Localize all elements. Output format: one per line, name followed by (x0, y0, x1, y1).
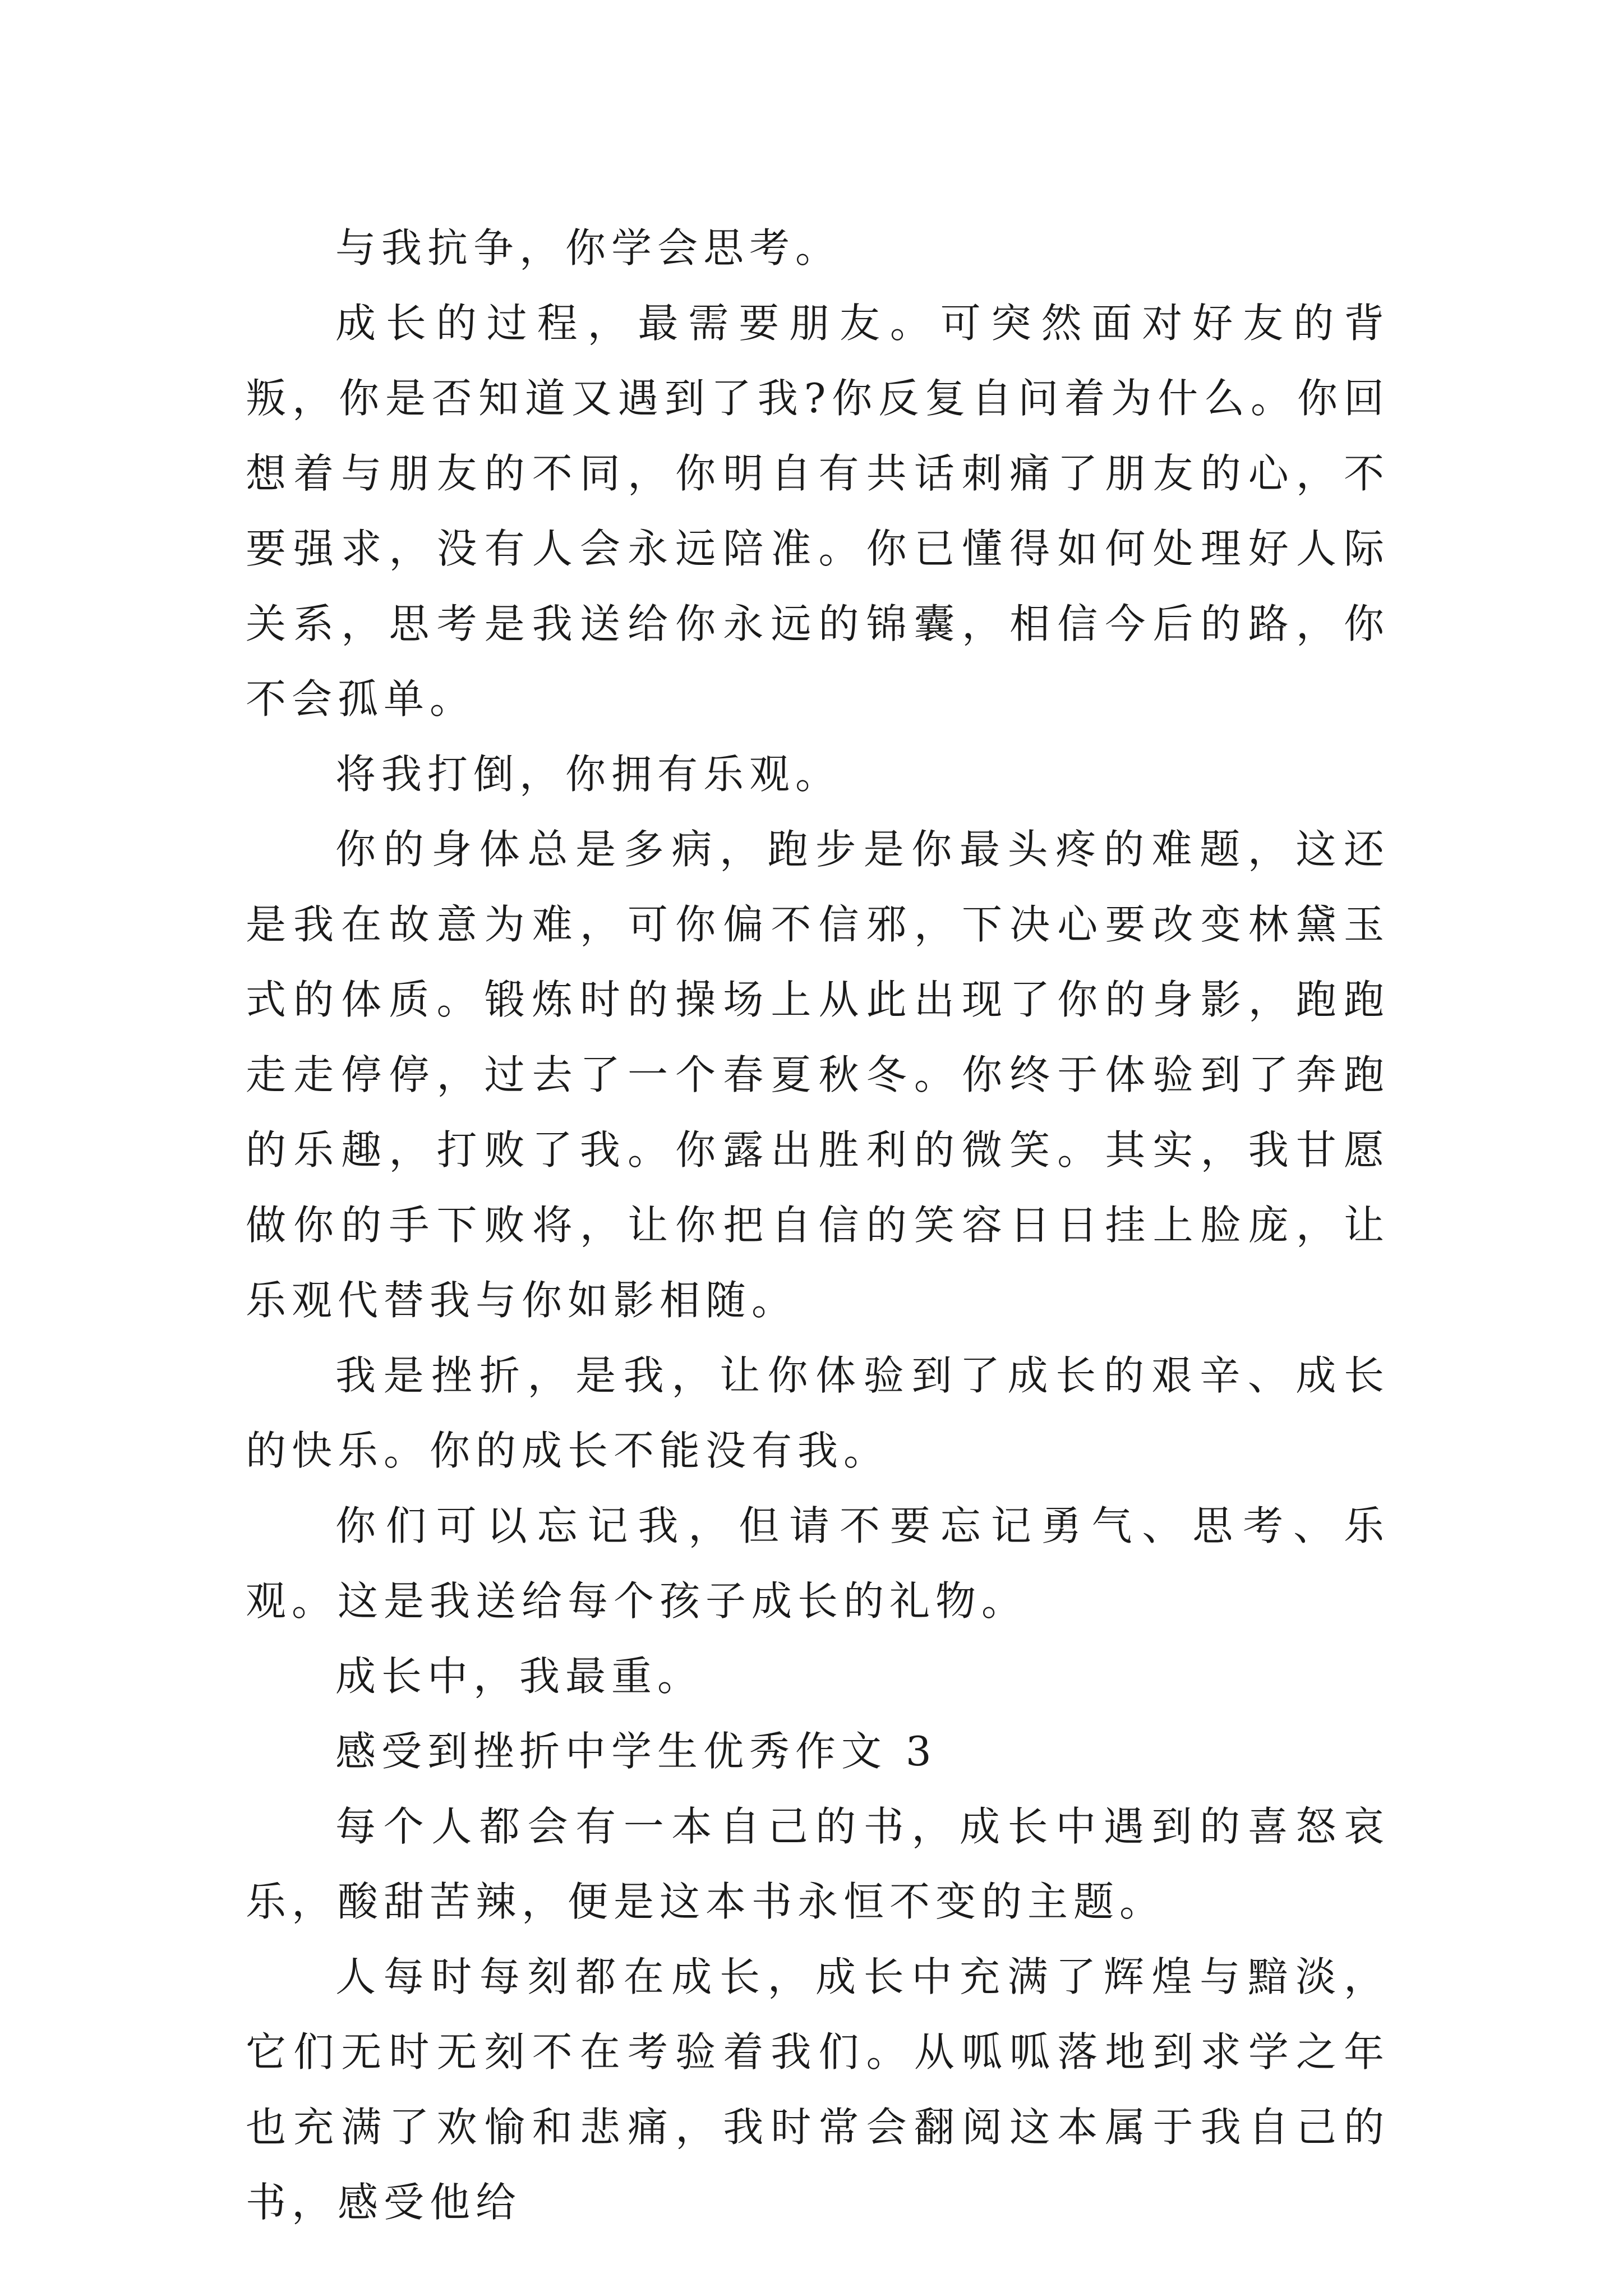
paragraph: 与我抗争，你学会思考。 (335, 224, 842, 272)
paragraph: 成长的过程，最需要朋友。可突然面对好友的背叛，你是否知道又遇到了我?你反复自问着为什么。你回想着与朋友的不同，你明自有共话刺痛了朋友的心，不要强求，没有人会永远陪准。你已懂得如何处理好人际关系，思考是我送给你永远的锦囊，相信今后的路，你不会孤单。 (246, 300, 1390, 723)
body-text (246, 210, 1390, 2240)
paragraph: 人每时每刻都在成长，成长中充满了辉煌与黯淡，它们无时无刻不在考验着我们。从呱呱落地到求学之年也充满了欢愉和悲痛，我时常会翻阅这本属于我自己的书，感受他给 (246, 1953, 1390, 2226)
section-heading: 感受到挫折中学生优秀作文 3 (335, 1728, 937, 1775)
paragraph: 你的身体总是多病，跑步是你最头疼的难题，这还是我在故意为难，可你偏不信邪，下决心要改变林黛玉式的体质。锻炼时的操场上从此出现了你的身影，跑跑走走停停，过去了一个春夏秋冬。你终于体验到了奔跑的乐趣，打败了我。你露出胜利的微笑。其实，我甘愿做你的手下败将，让你把自信的笑容日日挂上脸庞，让乐观代替我与你如影相随。 (246, 826, 1390, 1324)
paragraph: 每个人都会有一本自己的书，成长中遇到的喜怒哀乐，酸甜苦辣，便是这本书永恒不变的主题。 (246, 1803, 1390, 1925)
paragraph: 你们可以忘记我，但请不要忘记勇气、思考、乐观。这是我送给每个孩子成长的礼物。 (246, 1502, 1390, 1625)
paragraph: 成长中，我最重。 (335, 1653, 704, 1700)
paragraph: 将我打倒，你拥有乐观。 (335, 751, 842, 798)
paragraph: 我是挫折，是我，让你体验到了成长的艰辛、成长的快乐。你的成长不能没有我。 (246, 1352, 1390, 1474)
